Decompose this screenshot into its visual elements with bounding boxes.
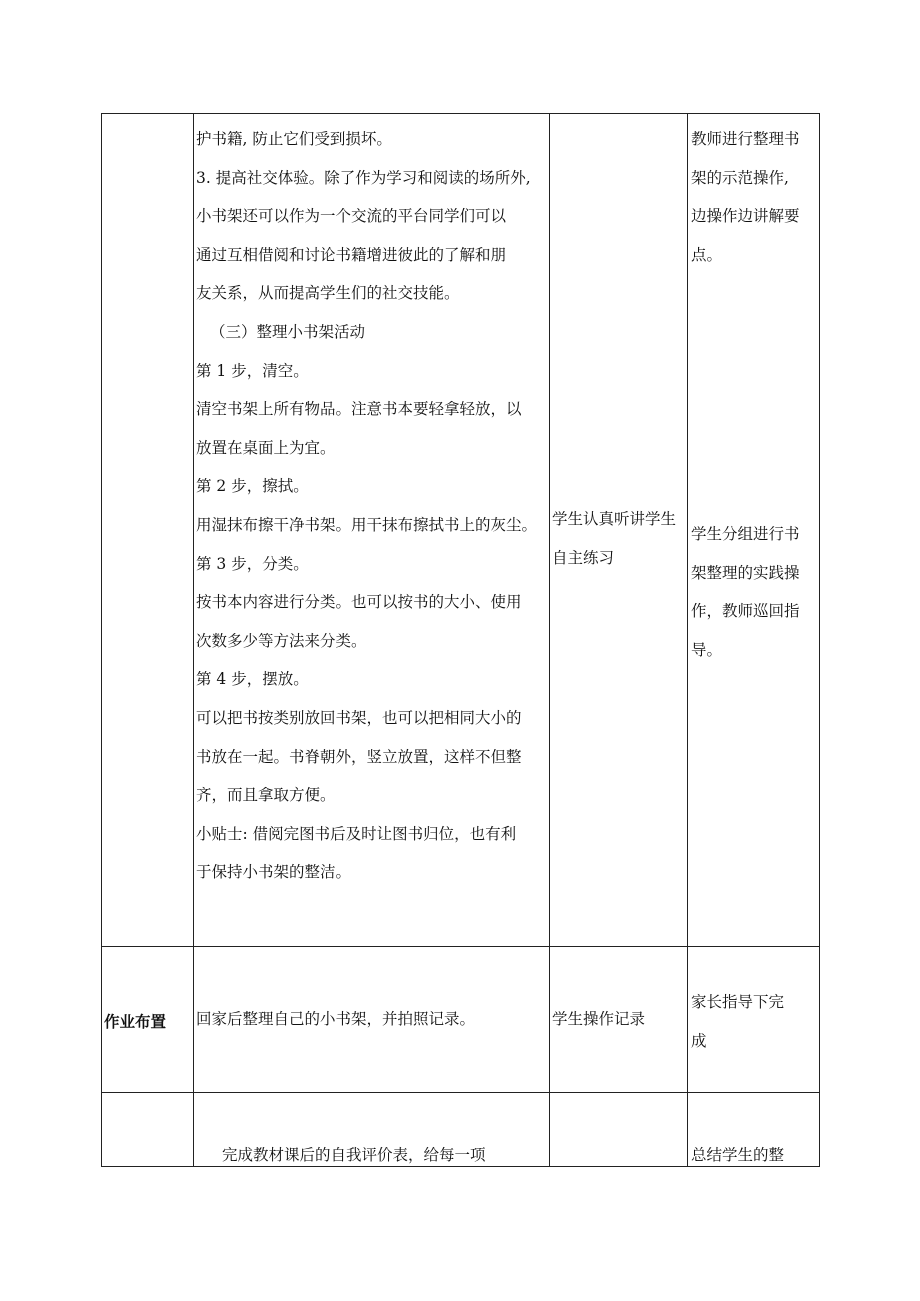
grid-line: [193, 113, 194, 1167]
content-line: 书放在一起。书脊朝外，竖立放置，这样不但整: [196, 747, 522, 766]
teacher-cell-row1-top: [691, 120, 800, 274]
content-cell-row2: [196, 1000, 475, 1039]
section-heading: （三）整理小书架活动: [210, 322, 366, 341]
student-line: 学生操作记录: [552, 1010, 646, 1028]
grid-line: [101, 946, 820, 947]
content-line: 第 1 步，清空。: [196, 361, 309, 380]
content-line: 护书籍, 防止它们受到损坏。: [196, 130, 392, 148]
content-line: 次数多少等方法来分类。: [196, 631, 367, 650]
teacher-line: 边操作边讲解要: [691, 207, 800, 226]
content-line: 回家后整理自己的小书架，并拍照记录。: [196, 1010, 476, 1028]
content-line: 于保持小书架的整洁。: [196, 863, 352, 882]
teacher-line: 架的示范操作,: [691, 168, 789, 187]
content-line: 友关系，从而提高学生们的社交技能。: [196, 284, 460, 303]
teacher-line: 总结学生的整: [691, 1146, 785, 1164]
teacher-cell-row3: [691, 1136, 784, 1175]
teacher-line: 点。: [691, 245, 723, 264]
grid-line: [101, 113, 102, 1167]
content-cell-row3: [222, 1136, 486, 1175]
content-line: 完成教材课后的自我评价表，给每一项: [222, 1146, 486, 1164]
content-line: 第 3 步，分类。: [196, 554, 309, 573]
grid-line: [101, 113, 820, 114]
grid-line: [819, 113, 820, 1167]
teacher-line: 教师进行整理书: [691, 130, 800, 148]
teacher-cell-row1-bottom: [691, 515, 800, 669]
grid-line: [549, 113, 550, 1167]
teacher-line: 导。: [691, 640, 723, 659]
content-line: 按书本内容进行分类。也可以按书的大小、使用: [196, 593, 522, 612]
grid-line: [687, 113, 688, 1167]
teacher-line: 架整理的实践操: [691, 563, 800, 582]
content-line: 可以把书按类别放回书架，也可以把相同大小的: [196, 708, 522, 727]
teacher-line: 学生分组进行书: [691, 525, 800, 543]
content-line: 放置在桌面上为宜。: [196, 438, 336, 457]
teacher-line: 成: [691, 1031, 707, 1050]
teacher-cell-row2: [691, 983, 784, 1060]
homework-label: 作业布置: [104, 1013, 167, 1031]
content-cell-row1: [196, 120, 537, 892]
student-cell-row1: [552, 500, 676, 577]
grid-line: [101, 1092, 820, 1093]
content-line: 清空书架上所有物品。注意书本要轻拿轻放，以: [196, 400, 522, 419]
teacher-line: 家长指导下完: [691, 993, 785, 1011]
content-line: 用湿抹布擦干净书架。用干抹布擦拭书上的灰尘。: [196, 515, 538, 534]
student-line: 自主练习: [552, 548, 615, 567]
content-line: 第 2 步，擦拭。: [196, 477, 309, 496]
content-line: 第 4 步，摆放。: [196, 670, 309, 689]
student-cell-row2: [552, 1000, 645, 1039]
content-line: 齐，而且拿取方便。: [196, 786, 336, 805]
content-line: 小书架还可以作为一个交流的平台同学们可以: [196, 207, 507, 226]
content-line: 3. 提高社交体验。除了作为学习和阅读的场所外,: [196, 168, 531, 187]
teacher-line: 作，教师巡回指: [691, 602, 800, 621]
content-line: 小贴士: 借阅完图书后及时让图书归位，也有利: [196, 824, 517, 843]
student-line: 学生认真听讲学生: [552, 510, 677, 528]
content-line: 通过互相借阅和讨论书籍增进彼此的了解和朋: [196, 245, 507, 264]
